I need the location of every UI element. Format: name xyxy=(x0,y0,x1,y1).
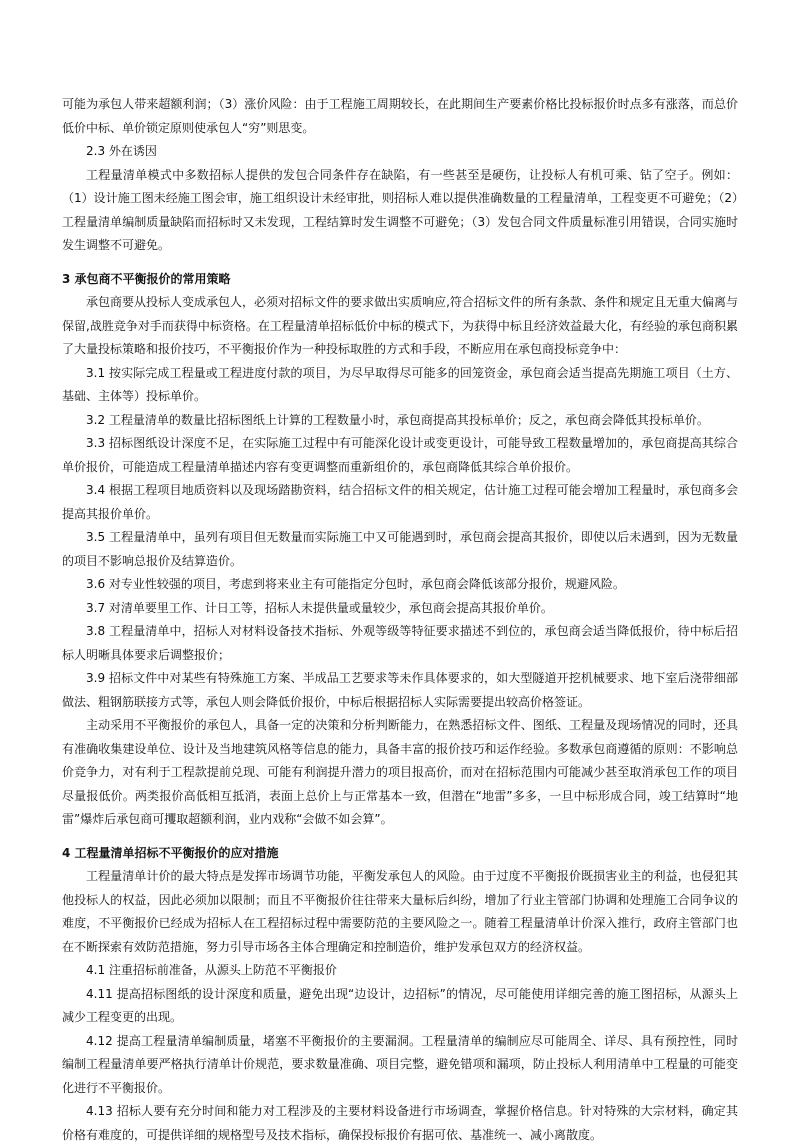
list-item: 4.13 招标人要有充分时间和能力对工程涉及的主要材料设备进行市场调查，掌握价格信息。针对特殊的大宗材料，确定其价格有难度的，可提供详细的规格型号及技术指标，确保投标报价有据可依、基准统一、减小离散度。 xyxy=(62,1104,738,1142)
section-heading-3: 3 承包商不平衡报价的常用策略 xyxy=(62,271,231,286)
list-item: 3.8 工程量清单中，招标人对材料设备技术指标、外观等级等特征要求描述不到位的，承包商会适当降低报价，待中标后招标人明晰具体要求后调整报价； xyxy=(62,624,738,662)
paragraph: 主动采用不平衡报价的承包人，具备一定的决策和分析判断能力，在熟悉招标文件、图纸、工程量及现场情况的同时，还具有准确收集建设单位、设计及当地建筑风格等信息的能力，具备丰富的报价技巧和运作经验。多数承包商遵循的原则：不影响总价竞争力，对有利于工程款提前兑现、可能有利润提升潜力的项目报高价，而对在招标范围内可能减少甚至取消承包工作的项目尽量报低价。两类报价高低相互抵消，表面上总价上与正常基本一致，但潜在“地雷”多多，一旦中标形成合同，竣工结算时“地雷”爆炸后承包商可攫取超额利润，业内戏称“会做不如会算”。 xyxy=(62,718,738,826)
list-item: 4.11 提高招标图纸的设计深度和质量，避免出现“边设计，边招标”的情况，尽可能使用详细完善的施工图招标，从源头上减少工程变更的出现。 xyxy=(62,986,738,1024)
list-item: 3.1 按实际完成工程量或工程进度付款的项目，为尽早取得尽可能多的回笼资金，承包商会适当提高先期施工项目（土方、基础、主体等）投标单价。 xyxy=(62,365,738,403)
list-item: 3.4 根据工程项目地质资料以及现场踏勘资料，结合招标文件的相关规定，估计施工过程可能会增加工程量时，承包商多会提高其报价单价。 xyxy=(62,483,738,521)
list-item: 3.6 对专业性较强的项目，考虑到将来业主有可能指定分包时，承包商会降低该部分报价，规避风险。 xyxy=(86,577,625,591)
list-item: 3.3 招标图纸设计深度不足，在实际施工过程中有可能深化设计或变更设计，可能导致工程数量增加的，承包商提高其综合单价报价，可能造成工程量清单描述内容有变更调整而重新组价的，承包商降低其综合单价报价。 xyxy=(62,436,738,474)
list-item: 4.12 提高工程量清单编制质量，堵塞不平衡报价的主要漏洞。工程量清单的编制应尽可能周全、详尽、具有预控性，同时编制工程量清单要严格执行清单计价规范，要求数量准确、项目完整，避免错项和漏项，防止投标人利用清单中工程量的可能变化进行不平衡报价。 xyxy=(62,1033,738,1095)
list-item: 3.2 工程量清单的数量比招标图纸上计算的工程数量小时，承包商提高其投标单价；反之，承包商会降低其投标单价。 xyxy=(86,412,709,427)
list-item: 3.7 对清单要里工作、计日工等，招标人未提供量或量较少，承包商会提高其报价单价。 xyxy=(86,600,553,615)
paragraph: 工程量清单计价的最大特点是发挥市场调节功能，平衡发承包人的风险。由于过度不平衡报价既损害业主的利益，也侵犯其他投标人的权益，因此必须加以限制；而且不平衡报价往往带来大量标后纠纷，增加了行业主管部门协调和处理施工合同争议的难度，不平衡报价已经成为招标人在工程招标过程中需要防范的主要风险之一。随着工程量清单计价深入推行，政府主管部门也在不断探索有效防范措施，努力引导市场各主体合理确定和控制造价，维护发承包双方的经济权益。 xyxy=(62,869,738,954)
section-heading-4: 4 工程量清单招标不平衡报价的应对措施 xyxy=(62,845,279,860)
section-heading-2-3: 2.3 外在诱因 xyxy=(86,144,157,158)
paragraph: 承包商要从投标人变成承包人，必须对招标文件的要求做出实质响应,符合招标文件的所有条款、条件和规定且无重大偏离与保留,战胜竞争对手而获得中标资格。在工程量清单招标低价中标的模式下，为获得中标且经济效益最大化，有经验的承包商积累了大量投标策略和报价技巧，不平衡报价作为一种投标取胜的方式和手段，不断应用在承包商投标竞争中： xyxy=(62,295,738,356)
subsection-heading-4-1: 4.1 注重招标前准备，从源头上防范不平衡报价 xyxy=(86,963,337,977)
paragraph: 可能为承包人带来超额利润；（3）涨价风险：由于工程施工周期较长，在此期间生产要素价格比投标报价时点多有涨落，而总价低价中标、单价锁定原则使承包人“穷”则思变。 xyxy=(62,97,738,135)
paragraph: 工程量清单模式中多数招标人提供的发包合同条件存在缺陷，有一些甚至是硬伤，让投标人有机可乘、钻了空子。例如：（1）设计施工图未经施工图会审，施工组织设计未经审批，则招标人难以提供准确数量的工程量清单，工程变更不可避免；（2）工程量清单编制质量缺陷而招标时又未发现，工程结算时发生调整不可避免；（3）发包合同文件质量标准引用错误，合同实施时发生调整不可避免。 xyxy=(62,167,738,252)
list-item: 3.9 招标文件中对某些有特殊施工方案、半成品工艺要求等未作具体要求的，如大型隧道开挖机械要求、地下室后浇带细部做法、粗钢筋联接方式等，承包人则会降低价报价，中标后根据招标人实际需要提出较高价格签证。 xyxy=(62,671,738,709)
list-item: 3.5 工程量清单中，虽列有项目但无数量而实际施工中又可能遇到时，承包商会提高其报价，即使以后未遇到，因为无数量的项目不影响总报价及结算造价。 xyxy=(62,530,738,568)
document-page xyxy=(62,93,738,1147)
